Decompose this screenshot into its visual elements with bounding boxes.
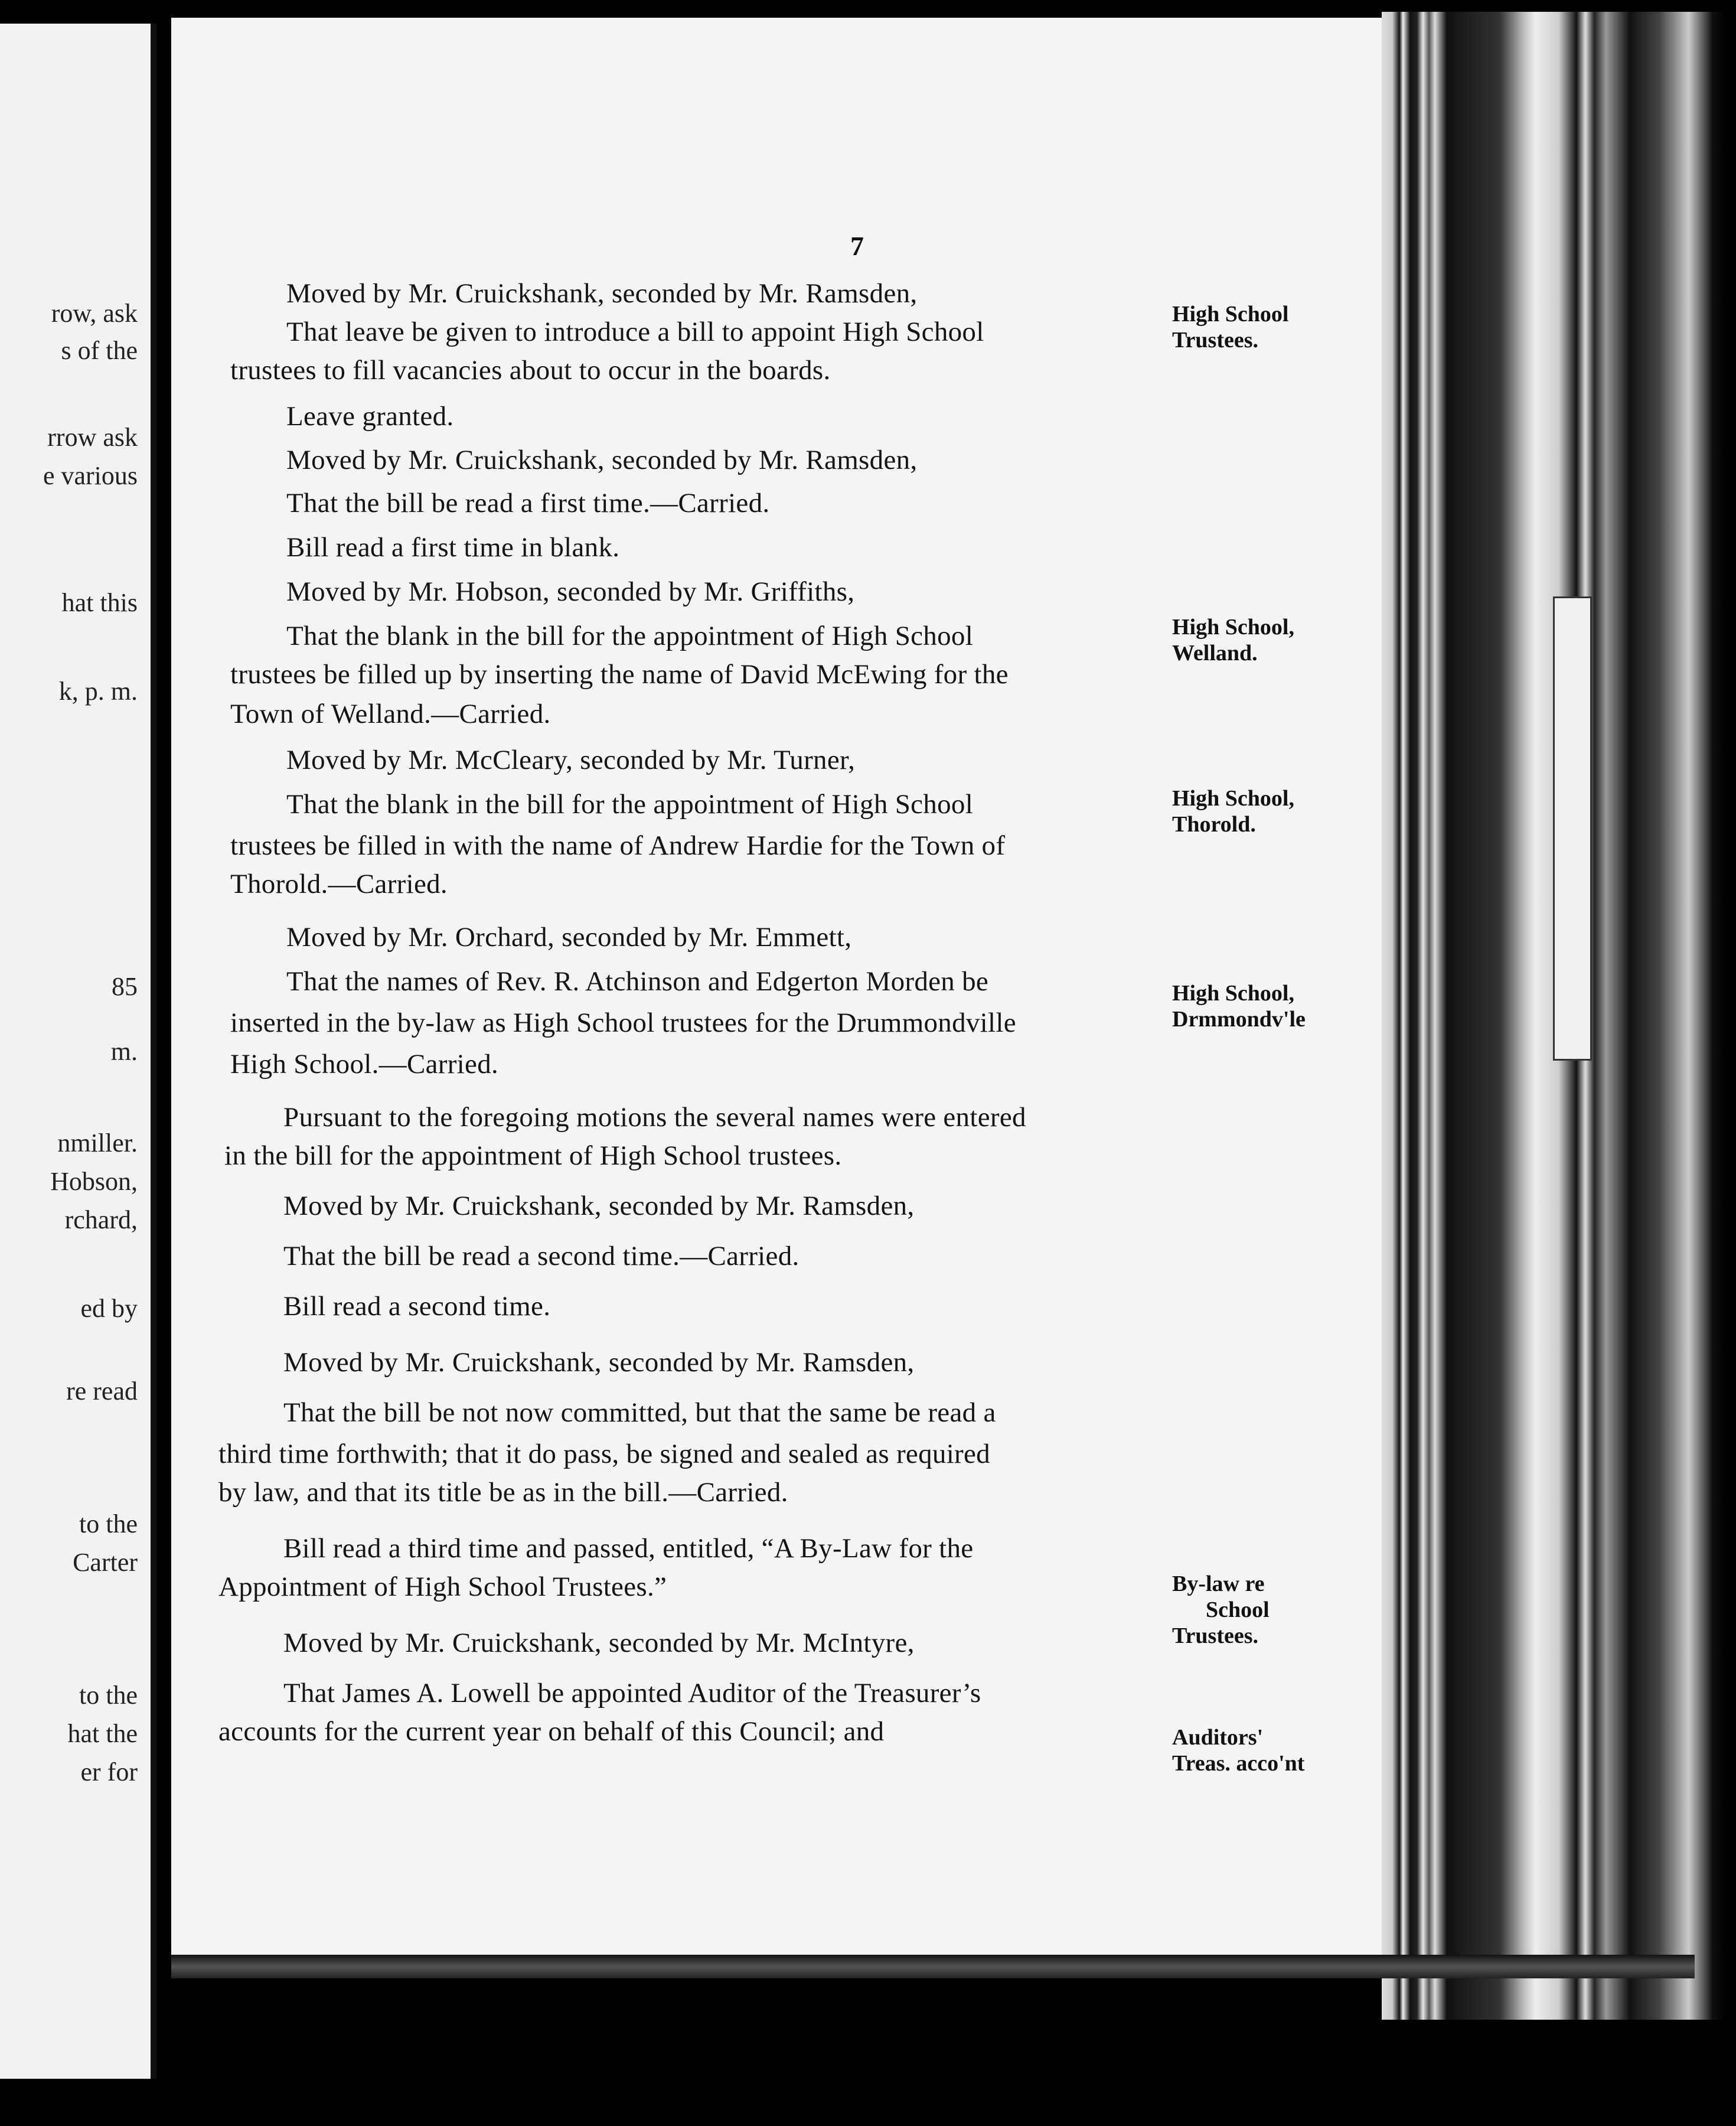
text-line: Moved by Mr. Orchard, seconded by Mr. Emmett, xyxy=(286,922,852,953)
left-page-text-fragment: 85 xyxy=(112,972,138,1001)
text-line: That the blank in the bill for the appointment of High School xyxy=(286,621,974,651)
text-line: Appointment of High School Trustees.” xyxy=(218,1571,667,1602)
text-line: Moved by Mr. Cruickshank, seconded by Mr. Ramsden, xyxy=(283,1347,915,1378)
text-line: That the blank in the bill for the appointment of High School xyxy=(286,789,974,820)
book-bottom-edge xyxy=(171,1955,1695,1978)
text-line: That James A. Lowell be appointed Auditor of the Treasurer’s xyxy=(283,1678,981,1708)
text-line: Leave granted. xyxy=(286,401,454,432)
text-line: Bill read a second time. xyxy=(283,1291,551,1322)
left-page-text-fragment: er for xyxy=(80,1757,138,1786)
text-line: inserted in the by-law as High School trustees for the Drummondville xyxy=(230,1007,1016,1038)
text-line: Pursuant to the foregoing motions the several names were entered xyxy=(283,1102,1026,1133)
left-page-text-fragment: nmiller. xyxy=(57,1129,138,1157)
left-page-text-fragment: e various xyxy=(43,461,138,490)
text-line: That leave be given to introduce a bill to appoint High School xyxy=(286,317,984,347)
margin-note: By-law re School Trustees. xyxy=(1172,1571,1270,1648)
text-line: in the bill for the appointment of High School trustees. xyxy=(224,1140,842,1171)
left-page-text-fragment: to the xyxy=(79,1681,138,1710)
text-line: Moved by Mr. Cruickshank, seconded by Mr. McIntyre, xyxy=(283,1628,915,1658)
left-page-text-fragment: hat the xyxy=(67,1719,138,1748)
text-line: third time forthwith; that it do pass, be signed and sealed as required xyxy=(218,1439,990,1469)
left-page-text-fragment: re read xyxy=(66,1377,138,1406)
left-page-text-fragment: ed by xyxy=(80,1294,138,1323)
margin-note: High School, Welland. xyxy=(1172,615,1294,666)
document-page xyxy=(171,18,1382,1955)
left-page-text-fragment: row, ask xyxy=(51,299,138,328)
text-line: Bill read a third time and passed, entitled, “A By-Law for the xyxy=(283,1533,974,1564)
text-line: That the bill be not now committed, but that the same be read a xyxy=(283,1397,996,1428)
text-line: trustees be filled in with the name of Andrew Hardie for the Town of xyxy=(230,830,1006,861)
text-line: accounts for the current year on behalf of this Council; and xyxy=(218,1716,885,1747)
text-line: trustees to fill vacancies about to occur in the boards. xyxy=(230,355,831,386)
text-line: That the bill be read a second time.—Carried. xyxy=(283,1241,800,1271)
margin-note: High School, Drmmondv'le xyxy=(1172,981,1306,1032)
page-tab-marker xyxy=(1553,596,1592,1061)
text-line: That the bill be read a first time.—Carried. xyxy=(286,488,770,519)
left-page-text-fragment: Hobson, xyxy=(50,1167,138,1196)
left-page-text-fragment: m. xyxy=(110,1037,138,1066)
left-page-text-fragment: hat this xyxy=(61,588,138,617)
text-line: Moved by Mr. Cruickshank, seconded by Mr. Ramsden, xyxy=(286,278,918,309)
text-line: Town of Welland.—Carried. xyxy=(230,699,551,729)
text-line: That the names of Rev. R. Atchinson and Edgerton Morden be xyxy=(286,966,989,997)
left-page-text-fragment: rchard, xyxy=(64,1205,138,1234)
text-line: Moved by Mr. Cruickshank, seconded by Mr. Ramsden, xyxy=(283,1191,915,1221)
text-line: Moved by Mr. Hobson, seconded by Mr. Griffiths, xyxy=(286,576,855,607)
margin-note: High School Trustees. xyxy=(1172,302,1289,353)
page-number: 7 xyxy=(850,231,864,261)
text-line: High School.—Carried. xyxy=(230,1049,499,1080)
text-line: Bill read a first time in blank. xyxy=(286,532,620,563)
previous-page-fragment xyxy=(0,24,156,2079)
text-line: trustees be filled up by inserting the name of David McEwing for the xyxy=(230,659,1009,690)
left-page-text-fragment: Carter xyxy=(73,1548,138,1577)
margin-note: High School, Thorold. xyxy=(1172,786,1294,837)
left-page-text-fragment: to the xyxy=(79,1509,138,1538)
text-line: by law, and that its title be as in the bill.—Carried. xyxy=(218,1477,788,1508)
left-page-text-fragment: rrow ask xyxy=(47,423,138,452)
text-line: Moved by Mr. McCleary, seconded by Mr. Turner, xyxy=(286,745,856,775)
left-page-text-fragment: k, p. m. xyxy=(58,677,138,706)
text-line: Thorold.—Carried. xyxy=(230,869,448,899)
margin-note: Auditors' Treas. acco'nt xyxy=(1172,1725,1305,1776)
left-page-text-fragment: s of the xyxy=(61,336,138,365)
text-line: Moved by Mr. Cruickshank, seconded by Mr. Ramsden, xyxy=(286,445,918,475)
